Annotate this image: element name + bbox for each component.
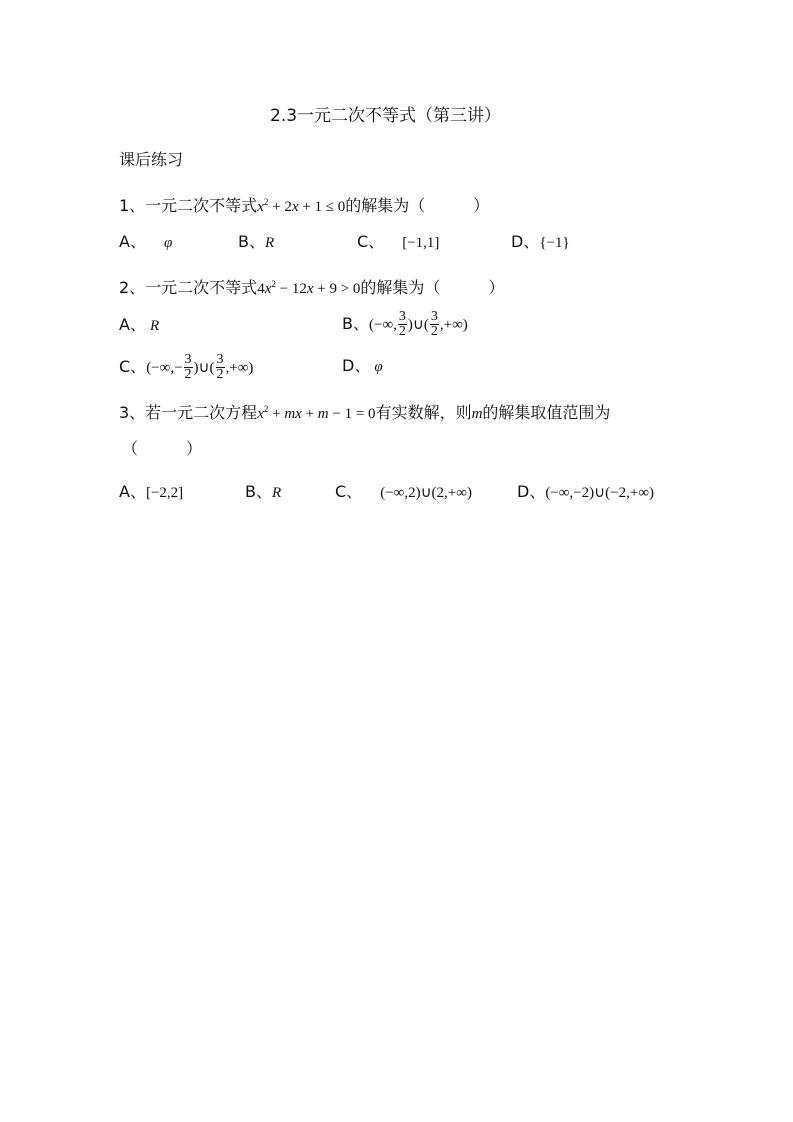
- q1-prefix: 1、一元二次不等式: [119, 196, 258, 215]
- q1-option-d: D、{−1}: [511, 232, 570, 251]
- q3-expression: $x^2$ + mx + m − 1 = 0: [257, 404, 376, 422]
- q1-option-c: C、 [−1,1]: [357, 232, 440, 251]
- q2-expression: $4x^2 - 12x + 9 > 0$: [257, 279, 361, 297]
- q2-option-a: A、 R: [119, 315, 160, 334]
- q1-expression: $x^2 + 2x + 1 \le 0$: [257, 197, 346, 215]
- q3-mid: 有实数解，则: [375, 403, 472, 422]
- question-3: [119, 399, 610, 424]
- q2-option-c: C、(−∞,− $\frac{3}{2}$ )∪( $\frac{3}{2}$ ,+∞): [119, 352, 254, 382]
- q3-prefix: 3、若一元二次方程: [119, 403, 258, 422]
- q2-option-d: D、 φ: [342, 356, 383, 375]
- q1-option-a: A、 φ: [119, 232, 173, 251]
- section-heading: 课后练习: [119, 150, 184, 169]
- q3-variable: m: [471, 406, 483, 422]
- q1-option-b: B、R: [238, 232, 275, 251]
- q1-suffix: 的解集为（ ）: [345, 196, 490, 215]
- question-2: [119, 274, 504, 299]
- q3-answer-paren: （ ）: [122, 439, 203, 458]
- q3-option-d: D、(−∞,−2)∪(−2,+∞): [517, 482, 655, 501]
- q3-suffix: 的解集取值范围为: [482, 403, 611, 422]
- page-title: 2.3一元二次不等式（第三讲）: [270, 106, 502, 126]
- q3-option-b: B、R: [245, 482, 282, 501]
- q3-option-c: C、 (−∞,2)∪(2,+∞): [335, 482, 472, 501]
- q2-option-b: B、(−∞, $\frac{3}{2}$ )∪( $\frac{3}{2}$ ,+∞): [342, 309, 468, 339]
- q3-option-a: A、[−2,2]: [119, 482, 184, 501]
- q2-prefix: 2、一元二次不等式: [119, 278, 258, 297]
- q2-suffix: 的解集为（ ）: [360, 278, 505, 297]
- question-1: [119, 192, 489, 217]
